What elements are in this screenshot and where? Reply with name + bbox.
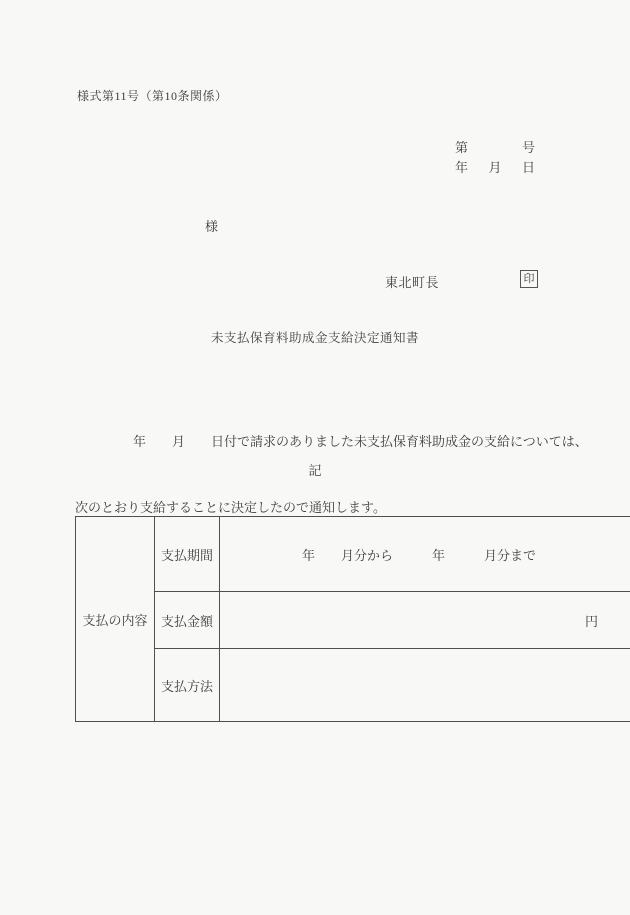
form-number: 様式第11号（第10条関係） bbox=[77, 89, 228, 103]
payment-period-label: 支払期間 bbox=[155, 517, 220, 592]
issuer-title: 東北町長 bbox=[385, 275, 440, 290]
addressee-suffix: 様 bbox=[205, 219, 219, 234]
date-month-label: 月 bbox=[488, 160, 502, 175]
body-line-1: 年 月 日付で請求のありました未支払保育料助成金の支給については、 bbox=[133, 434, 588, 449]
date-line bbox=[455, 158, 535, 178]
payment-period-value: 年 月分から 年 月分まで bbox=[220, 517, 630, 592]
payment-method-label: 支払方法 bbox=[155, 649, 220, 722]
date-year-label: 年 bbox=[455, 160, 469, 175]
doc-number-block bbox=[455, 138, 535, 178]
seal-character: 印 bbox=[523, 273, 535, 285]
table-row-payment-period bbox=[76, 517, 630, 592]
seal-placeholder-box bbox=[520, 270, 538, 288]
payment-amount-value: 円 bbox=[220, 592, 630, 649]
table-group-header: 支払の内容 bbox=[76, 517, 155, 722]
payment-method-value bbox=[220, 649, 630, 722]
payment-details-table bbox=[75, 516, 630, 722]
doc-number-line bbox=[455, 138, 535, 158]
table-row-payment-method bbox=[76, 649, 630, 722]
payment-amount-label: 支払金額 bbox=[155, 592, 220, 649]
doc-number-suffix: 号 bbox=[521, 140, 535, 155]
ki-marker: 記 bbox=[308, 463, 322, 478]
body-line-2: 次のとおり支給することに決定したので通知します。 bbox=[75, 500, 386, 515]
document-title: 未支払保育料助成金支給決定通知書 bbox=[210, 331, 419, 345]
table-row-payment-amount bbox=[76, 592, 630, 649]
doc-number-prefix: 第 bbox=[455, 140, 469, 155]
date-day-label: 日 bbox=[521, 160, 535, 175]
